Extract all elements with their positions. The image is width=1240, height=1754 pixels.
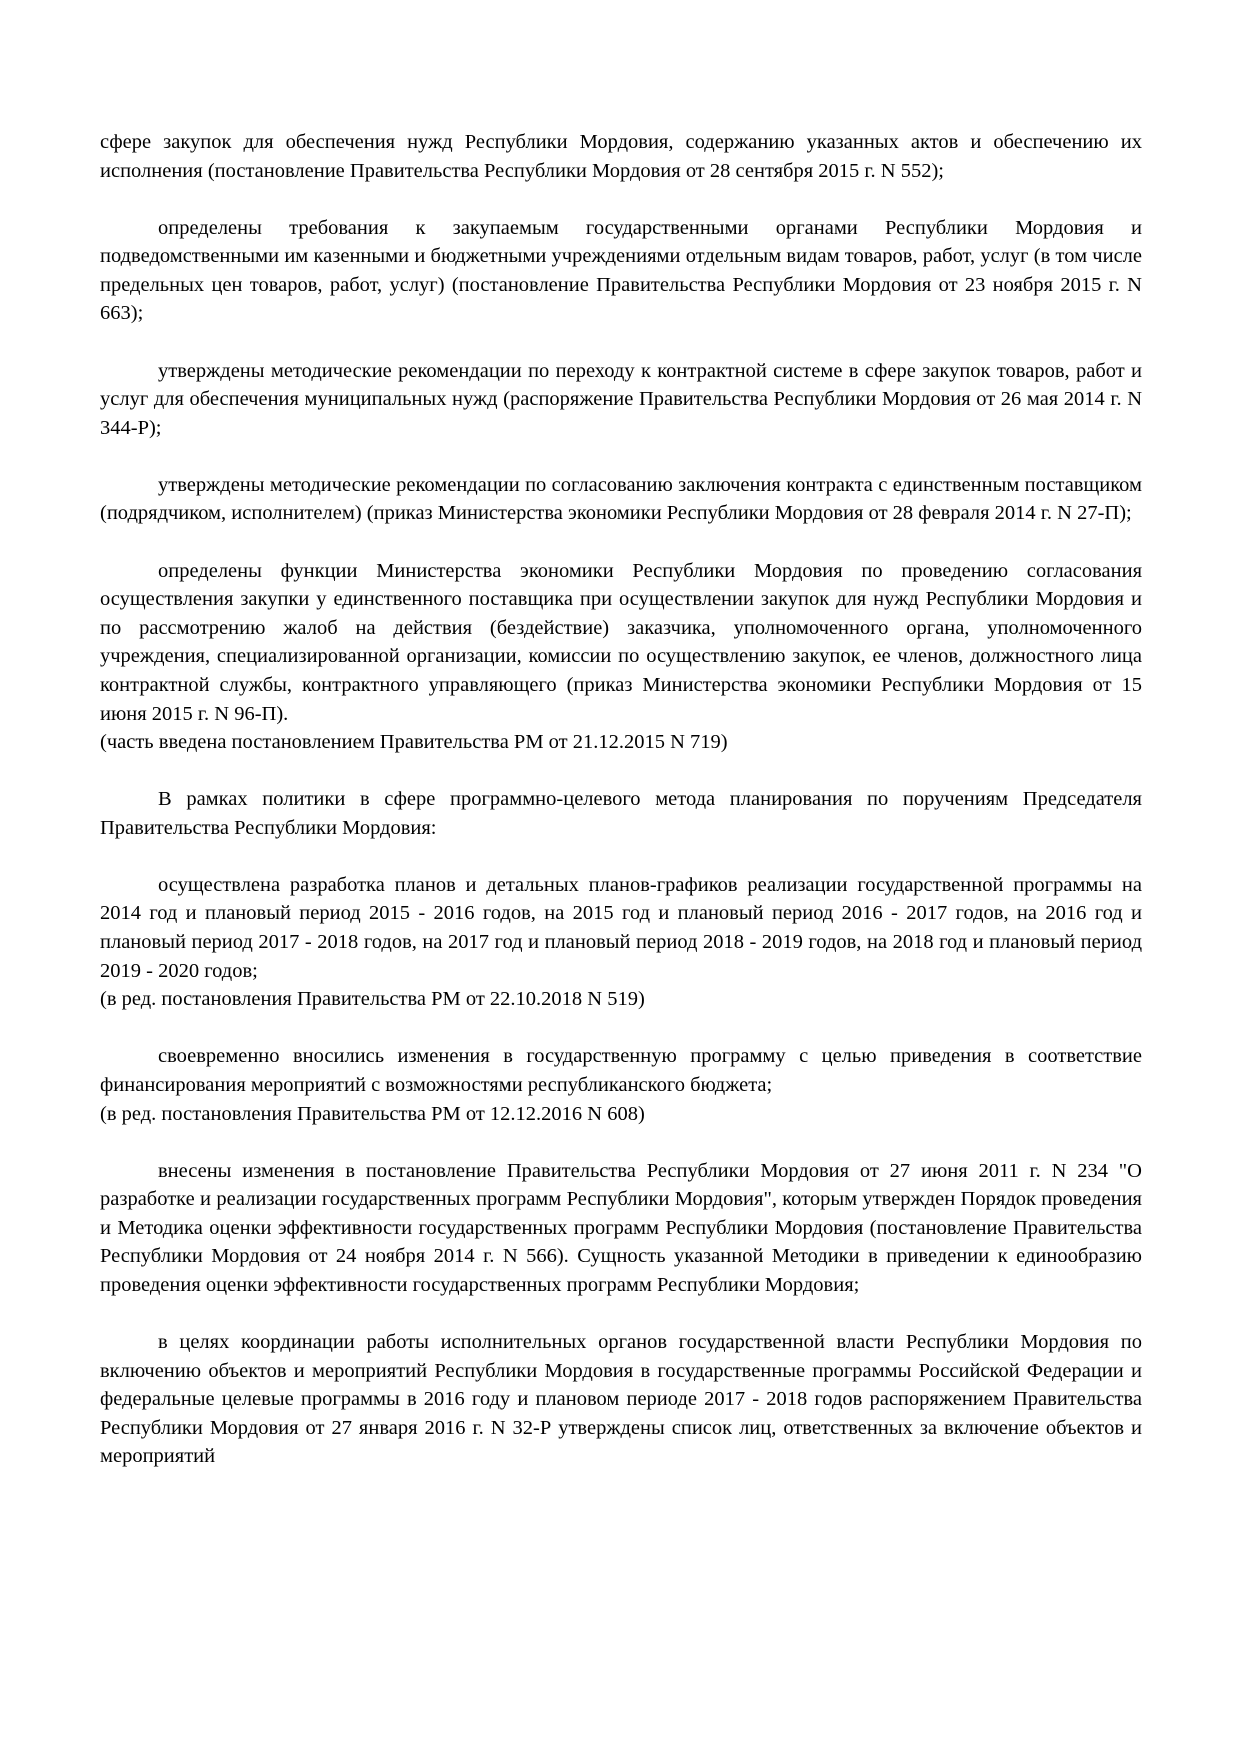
paragraph-block — [100, 1042, 1142, 1128]
paragraph-block — [100, 557, 1142, 757]
amendment-note: (в ред. постановления Правительства РМ от 22.10.2018 N 519) — [100, 988, 645, 1011]
paragraph-text: определены требования к закупаемым государственными органами Республики Мордовия и подведомственными им казенными и бюджетными учреждениями отдельным видам товаров, работ, услуг (в том числе предельных цен товаров, работ, услуг) (постановление Правительства Республики Мордовия от 23 ноября 2015 г. N 663); — [100, 216, 1142, 325]
paragraph-block — [100, 1328, 1142, 1471]
paragraph-block — [100, 471, 1142, 528]
paragraph-text: утверждены методические рекомендации по согласованию заключения контракта с единственным поставщиком (подрядчиком, исполнителем) (приказ Министерства экономики Республики Мордовия от 28 февраля 2014 г. N 27-П); — [100, 473, 1142, 525]
paragraph-block — [100, 785, 1142, 842]
amendment-note: (часть введена постановлением Правительства РМ от 21.12.2015 N 719) — [100, 731, 728, 754]
paragraph-text: определены функции Министерства экономики Республики Мордовия по проведению согласования осуществления закупки у единственного поставщика при осуществлении закупок для нужд Республики Мордовия и по рассмотрению жалоб на действия (бездействие) заказчика, уполномоченного органа, уполномоченного учреждения, специализированной организации, комиссии по осуществлению закупок, ее членов, должностного лица контрактной службы, контрактного управляющего (приказ Министерства экономики Республики Мордовия от 15 июня 2015 г. N 96-П). — [100, 559, 1142, 725]
amendment-note: (в ред. постановления Правительства РМ от 12.12.2016 N 608) — [100, 1102, 645, 1125]
paragraph-block — [100, 128, 1142, 185]
paragraph-text: утверждены методические рекомендации по переходу к контрактной системе в сфере закупок товаров, работ и услуг для обеспечения муниципальных нужд (распоряжение Правительства Республики Мордовия от 26 мая 2014 г. N 344-Р); — [100, 359, 1142, 439]
paragraph-text: В рамках политики в сфере программно-целевого метода планирования по поручениям Председателя Правительства Республики Мордовия: — [100, 788, 1142, 839]
paragraph-text: осуществлена разработка планов и детальных планов-графиков реализации государственной программы на 2014 год и плановый период 2015 - 2016 годов, на 2015 год и плановый период 2016 - 2017 годов, на 2016 год и плановый период 2017 - 2018 годов, на 2017 год и плановый период 2018 - 2019 годов, на 2018 год и плановый период 2019 - 2020 годов; — [100, 873, 1142, 982]
paragraph-block — [100, 871, 1142, 1014]
paragraph-text: своевременно вносились изменения в государственную программу с целью приведения в соответствие финансирования мероприятий с возможностями республиканского бюджета; — [100, 1045, 1142, 1096]
paragraph-block — [100, 357, 1142, 443]
document-body — [100, 128, 1142, 1471]
paragraph-text: внесены изменения в постановление Правительства Республики Мордовия от 27 июня 2011 г. N 234 "О разработке и реализации государственных программ Республики Мордовия", которым утвержден Порядок проведения и Методика оценки эффективности государственных программ Республики Мордовия (постановление Правительства Республики Мордовия от 24 ноября 2014 г. N 566). Сущность указанной Методики в приведении к единообразию проведения оценки эффективности государственных программ Республики Мордовия; — [100, 1159, 1142, 1296]
paragraph-block — [100, 214, 1142, 328]
paragraph-text: в целях координации работы исполнительных органов государственной власти Республики Мордовия по включению объектов и мероприятий Республики Мордовия в государственные программы Российской Федерации и федеральные целевые программы в 2016 году и плановом периоде 2017 - 2018 годов распоряжением Правительства Республики Мордовия от 27 января 2016 г. N 32-Р утверждены список лиц, ответственных за включение объектов и мероприятий — [100, 1331, 1142, 1468]
paragraph-text: сфере закупок для обеспечения нужд Республики Мордовия, содержанию указанных актов и обеспечению их исполнения (постановление Правительства Республики Мордовия от 28 сентября 2015 г. N 552); — [100, 131, 1142, 182]
paragraph-block — [100, 1157, 1142, 1300]
